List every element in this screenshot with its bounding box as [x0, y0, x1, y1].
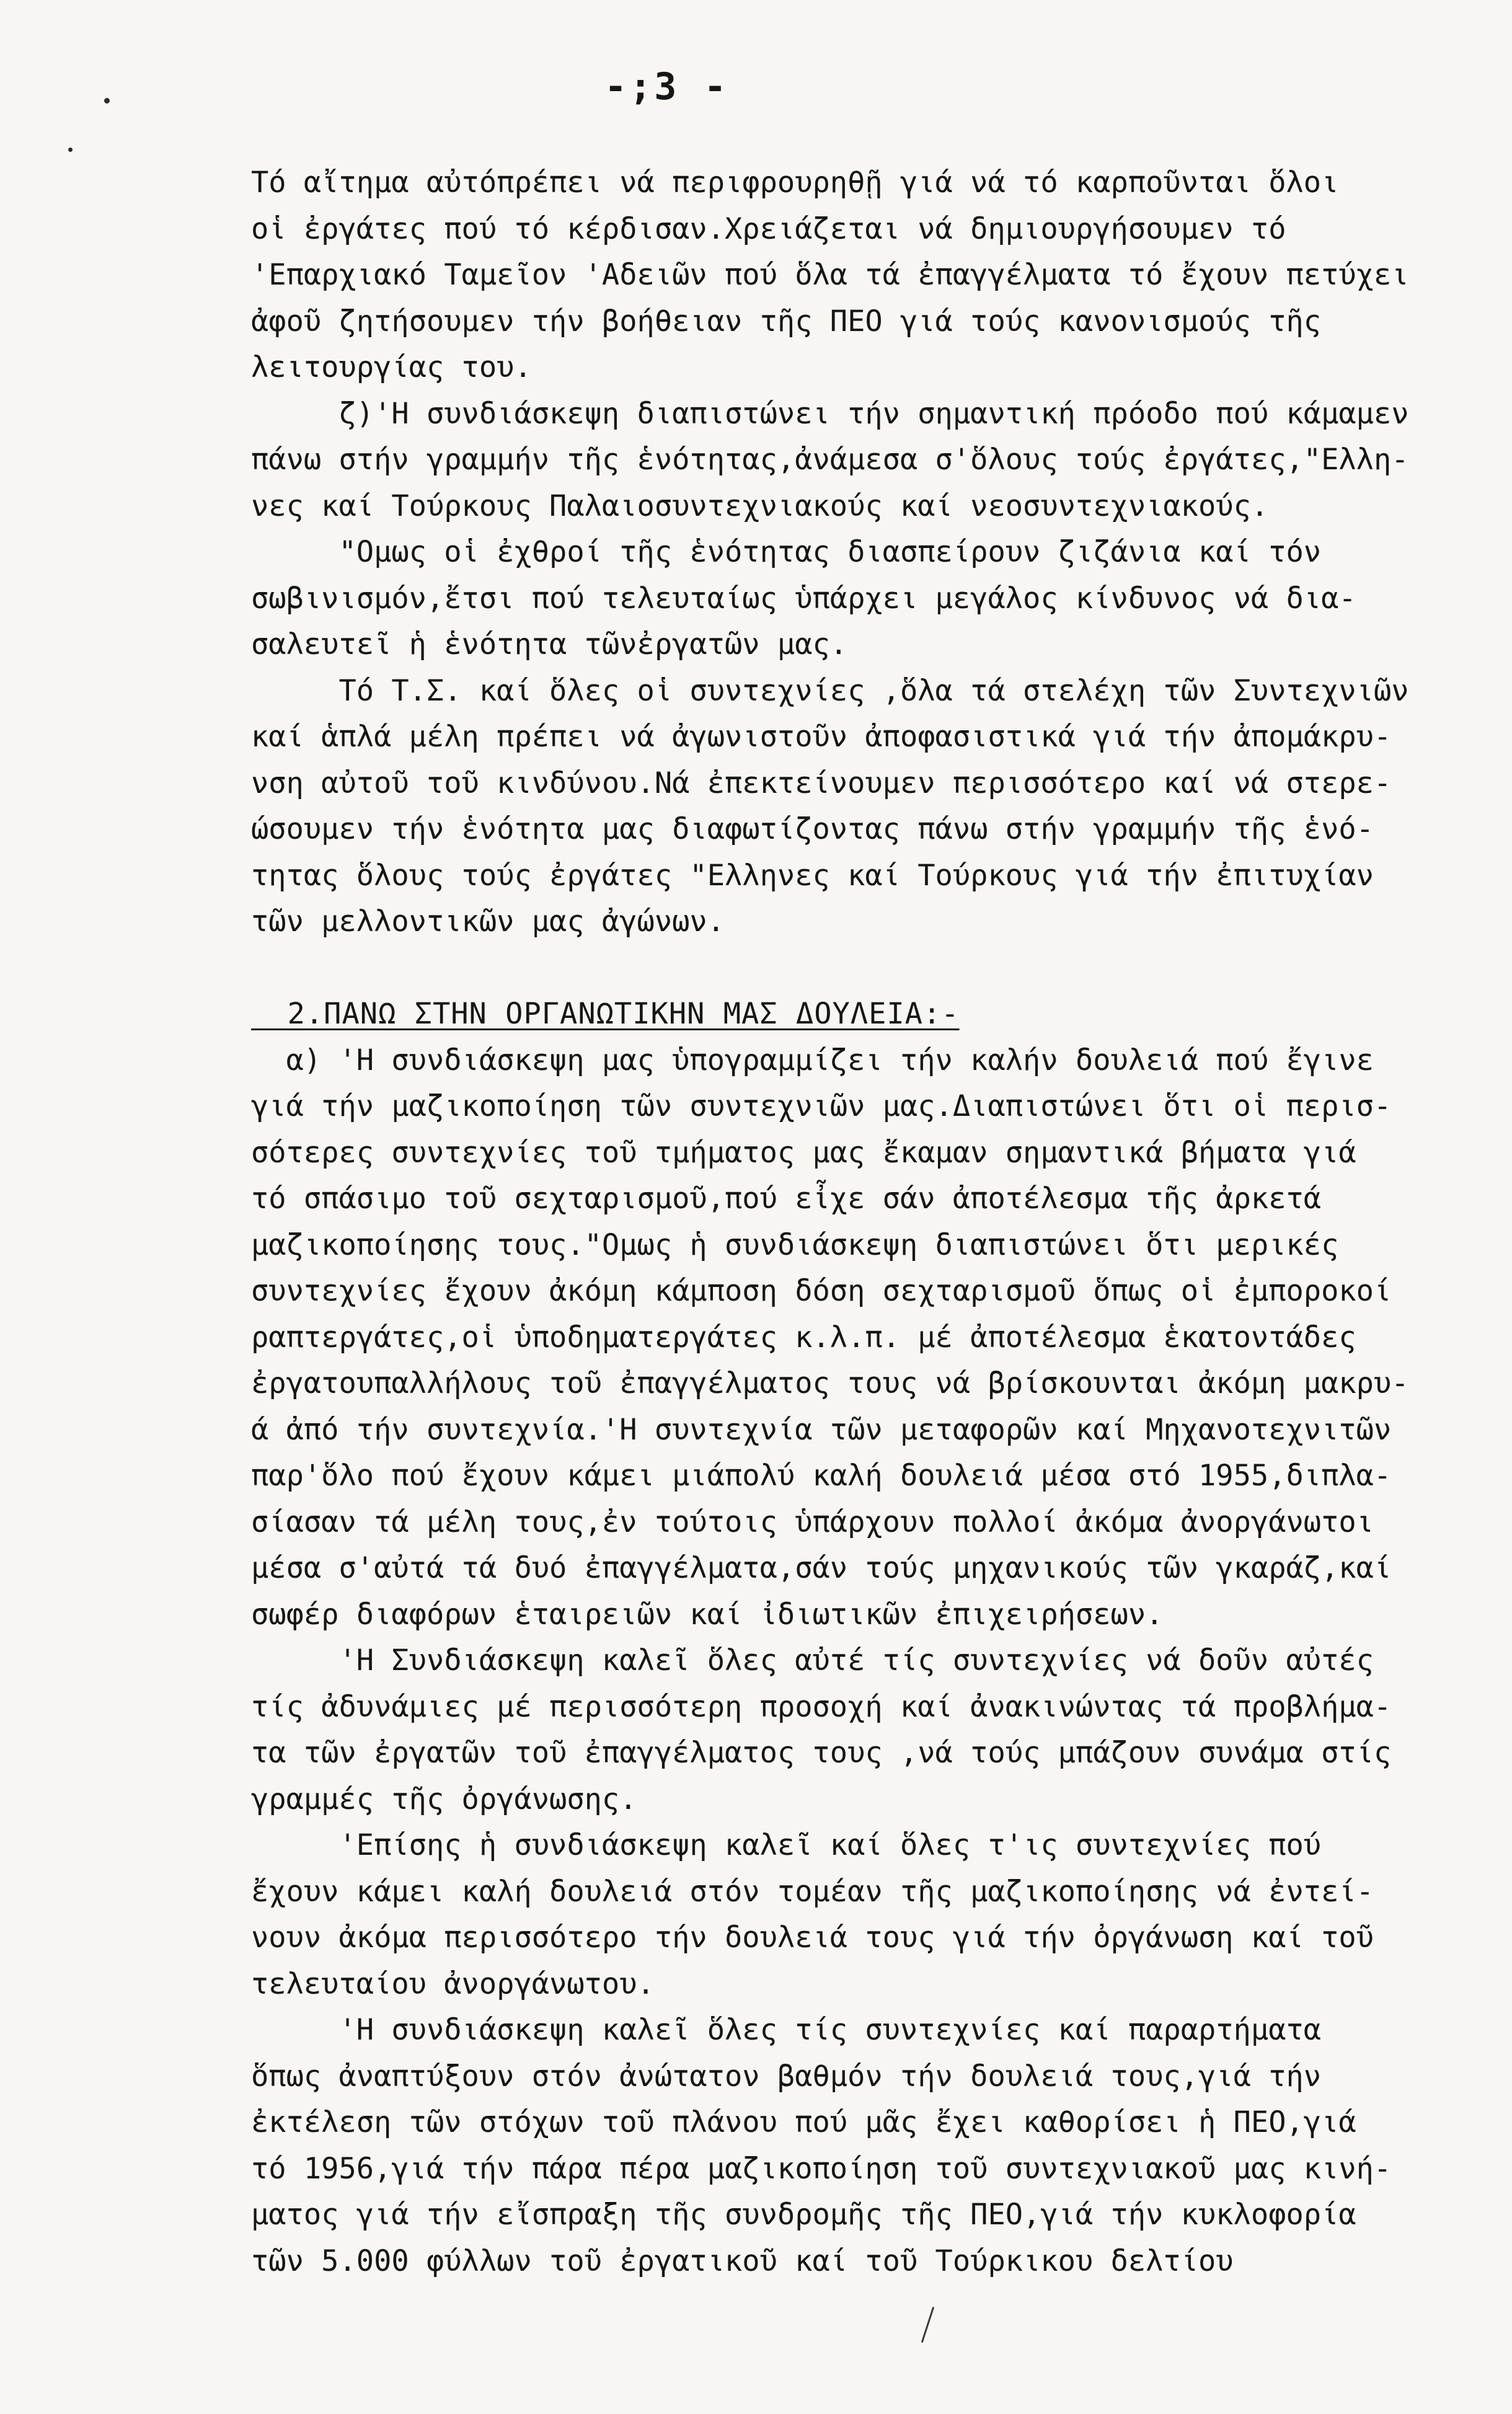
text-line: ζ)'Η συνδιάσκεψη διαπιστώνει τήν σημαντική πρόοδο πού κάμαμεν — [251, 396, 1409, 431]
text-line: σωβινισμόν,ἔτσι πού τελευταίως ὑπάρχει μεγάλος κίνδυνος νά δια- — [251, 581, 1356, 616]
text-line: σίασαν τά μέλη τους,ἐν τούτοις ὑπάρχουν πολλοί ἀκόμα ἀνοργάνωτοι — [251, 1505, 1374, 1539]
text-line: γραμμές τῆς ὀργάνωσης. — [251, 1782, 637, 1816]
text-line: σωφέρ διαφόρων ἑταιρειῶν καί ἰδιωτικῶν ἐπιχειρήσεων. — [251, 1597, 1164, 1632]
text-line: νουν ἀκόμα περισσότερο τήν δουλειά τους γιά τήν ὀργάνωση καί τοῦ — [251, 1921, 1374, 1955]
scan-mark — [921, 2307, 934, 2343]
text-line: τίς ἀδυνάμιες μέ περισσότερη προσοχή καί ἀνακινώντας τά προβλήμα- — [251, 1689, 1392, 1724]
text-line: τητας ὅλους τούς ἐργάτες "Ελληνες καί Τούρκους γιά τήν ἐπιτυχίαν — [251, 858, 1374, 893]
text-line: τό σπάσιμο τοῦ σεχταρισμοῦ,πού εἶχε σάν ἀποτέλεσμα τῆς ἀρκετά — [251, 1182, 1322, 1216]
text-line: τα τῶν ἐργατῶν τοῦ ἐπαγγέλματος τους ,νά τούς μπάζουν συνάμα στίς — [251, 1736, 1392, 1770]
scan-speck — [68, 148, 73, 152]
text-line: γιά τήν μαζικοποίηση τῶν συντεχνιῶν μας.Διαπιστώνει ὅτι οἱ περισ- — [251, 1089, 1392, 1123]
text-line: ραπτεργάτες,οἱ ὑποδηματεργάτες κ.λ.π. μέ ἀποτέλεσμα ἑκατοντάδες — [251, 1320, 1356, 1355]
text-line: α) 'Η συνδιάσκεψη μας ὑπογραμμίζει τήν καλήν δουλειά πού ἔγινε — [251, 1043, 1374, 1077]
text-line: μέσα σ'αὐτά τά δυό ἐπαγγέλματα,σάν τούς μηχανικούς τῶν γκαράζ,καί — [251, 1551, 1392, 1585]
text-line: λειτουργίας του. — [251, 350, 532, 384]
text-line: τῶν 5.000 φύλλων τοῦ ἐργατικοῦ καί τοῦ Τούρκικου δελτίου — [251, 2244, 1234, 2278]
text-line: ἐκτέλεση τῶν στόχων τοῦ πλάνου πού μᾶς ἔχει καθορίσει ἡ ΠΕΟ,γιά — [251, 2105, 1356, 2139]
text-line: ἐργατουπαλλήλους τοῦ ἐπαγγέλματος τους νά βρίσκουνται ἀκόμη μακρυ- — [251, 1366, 1409, 1400]
scan-speck — [104, 98, 110, 104]
document-body — [251, 160, 1485, 2284]
text-line: μαζικοποίησης τους."Ομως ἡ συνδιάσκεψη διαπιστώνει ὅτι μερικές — [251, 1227, 1339, 1262]
text-line: 'Η συνδιάσκεψη καλεῖ ὅλες τίς συντεχνίες καί παραρτήματα — [251, 2013, 1322, 2047]
text-line: σαλευτεῖ ἡ ἑνότητα τῶνἐργατῶν μας. — [251, 627, 848, 661]
text-line: τελευταίου ἀνοργάνωτου. — [251, 1966, 655, 2001]
text-line: καί ἁπλά μέλη πρέπει νά ἀγωνιστοῦν ἀποφασιστικά γιά τήν ἀπομάκρυ- — [251, 720, 1392, 754]
text-line: ἀφοῦ ζητήσουμεν τήν βοήθειαν τῆς ΠΕΟ γιά τούς κανονισμούς τῆς — [251, 304, 1322, 338]
text-line: 'Η Συνδιάσκεψη καλεῖ ὅλες αὐτέ τίς συντεχνίες νά δοῦν αὐτές — [251, 1643, 1374, 1678]
text-line: παρ'ὅλο πού ἔχουν κάμει μιάπολύ καλή δουλειά μέσα στό 1955,διπλα- — [251, 1459, 1392, 1493]
text-line: 'Επίσης ἡ συνδιάσκεψη καλεῖ καί ὅλες τ'ις συντεχνίες πού — [251, 1828, 1322, 1862]
text-line: "Ομως οἱ ἐχθροί τῆς ἑνότητας διασπείρουν ζιζάνια καί τόν — [251, 535, 1322, 569]
section-heading: 2.ΠΑΝΩ ΣΤΗΝ ΟΡΓΑΝΩΤΙΚΗΝ ΜΑΣ ΔΟΥΛΕΙΑ:- — [251, 997, 960, 1031]
text-line: ἔχουν κάμει καλή δουλειά στόν τομέαν τῆς μαζικοποίησης νά ἐντεί- — [251, 1874, 1374, 1909]
text-line: οἱ ἐργάτες πού τό κέρδισαν.Χρειάζεται νά δημιουργήσουμεν τό — [251, 211, 1286, 246]
text-line: ματος γιά τήν εἴσπραξη τῆς συνδρομῆς τῆς ΠΕΟ,γιά τήν κυκλοφορία — [251, 2198, 1356, 2232]
text-line: ώσουμεν τήν ἑνότητα μας διαφωτίζοντας πάνω στήν γραμμήν τῆς ἑνό- — [251, 812, 1374, 846]
page-number: -;3 - — [604, 65, 729, 108]
text-line: νση αὐτοῦ τοῦ κινδύνου.Νά ἐπεκτείνουμεν περισσότερο καί νά στερε- — [251, 766, 1392, 800]
text-line: συντεχνίες ἔχουν ἀκόμη κάμποση δόση σεχταρισμοῦ ὅπως οἱ ἐμποροκοί — [251, 1274, 1392, 1308]
text-line: Τό Τ.Σ. καί ὅλες οἱ συντεχνίες ,ὅλα τά στελέχη τῶν Συντεχνιῶν — [251, 673, 1409, 708]
text-line: τῶν μελλοντικῶν μας ἀγώνων. — [251, 904, 725, 939]
blank-line — [251, 945, 1485, 992]
text-line: πάνω στήν γραμμήν τῆς ἑνότητας,ἀνάμεσα σ'ὅλους τούς ἐργάτες,"Ελλη- — [251, 443, 1409, 477]
text-line: ά ἀπό τήν συντεχνία.'Η συντεχνία τῶν μεταφορῶν καί Μηχανοτεχνιτῶν — [251, 1412, 1392, 1447]
text-line: Τό αἴτημα αὐτόπρέπει νά περιφρουρηθῇ γιά νά τό καρποῦνται ὅλοι — [251, 166, 1339, 200]
text-line: σότερες συντεχνίες τοῦ τμήματος μας ἔκαμαν σημαντικά βήματα γιά — [251, 1135, 1356, 1170]
text-line: τό 1956,γιά τήν πάρα πέρα μαζικοποίηση τοῦ συντεχνιακοῦ μας κινή- — [251, 2151, 1392, 2186]
text-line: νες καί Τούρκους Παλαιοσυντεχνιακούς καί νεοσυντεχνιακούς. — [251, 489, 1269, 523]
text-line: ὅπως ἀναπτύξουν στόν ἀνώτατον βαθμόν τήν δουλειά τους,γιά τήν — [251, 2059, 1322, 2093]
text-line: 'Επαρχιακό Ταμεῖον 'Αδειῶν πού ὅλα τά ἐπαγγέλματα τό ἔχουν πετύχει — [251, 258, 1409, 292]
